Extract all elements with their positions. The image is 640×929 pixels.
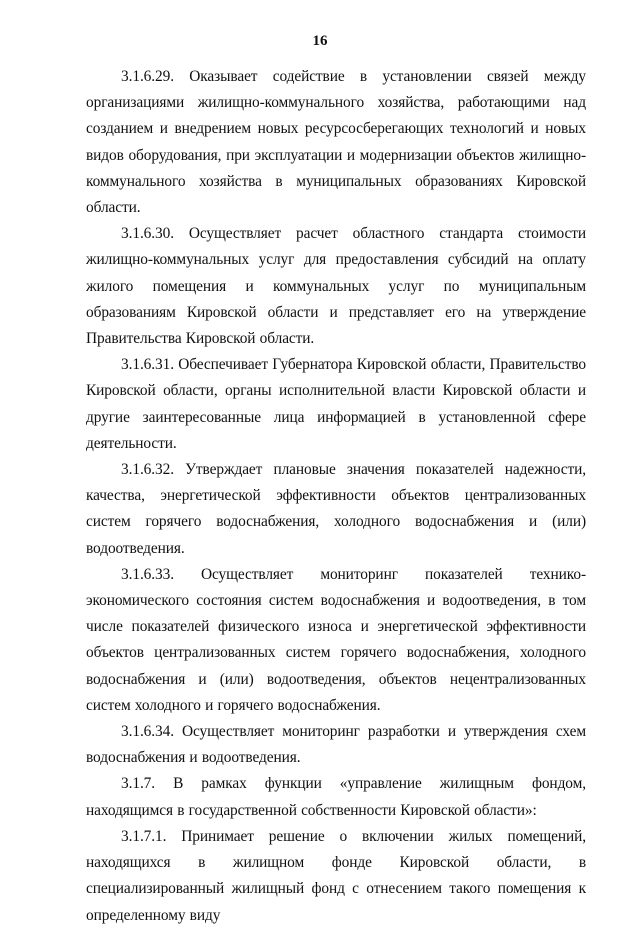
paragraph-3-1-6-30: 3.1.6.30. Осуществляет расчет областного стандарта стоимости жилищно-коммунальных услуг для предоставления субсидий на оплату жилого помещения и коммунальных услуг по муниципальным образованиям Кировской области и представляет его на утверждение Правительства Кировской области. xyxy=(86,225,586,348)
document-body xyxy=(86,64,586,929)
paragraph-3-1-6-34: 3.1.6.34. Осуществляет мониторинг разработки и утверждения схем водоснабжения и водоотведения. xyxy=(86,723,586,767)
paragraph-3-1-6-31: 3.1.6.31. Обеспечивает Губернатора Кировской области, Правительство Кировской области, органы исполнительной власти Кировской области и другие заинтересованные лица информацией в установленной сфере деятельности. xyxy=(86,356,586,452)
paragraph-3-1-7-1: 3.1.7.1. Принимает решение о включении жилых помещений, находящихся в жилищном фонде Кировской области, в специализированный жилищный фонд с отнесением такого помещения к определенному виду xyxy=(86,827,586,924)
page-number: 16 xyxy=(312,33,328,49)
paragraph-3-1-7: 3.1.7. В рамках функции «управление жилищным фондом, находящимся в государственной собственности Кировской области»: xyxy=(86,775,586,819)
paragraph-3-1-6-32: 3.1.6.32. Утверждает плановые значения показателей надежности, качества, энергетической эффективности объектов централизованных систем горячего водоснабжения, холодного водоснабжения и (или) водоотведения. xyxy=(86,461,586,557)
paragraph-3-1-6-29: 3.1.6.29. Оказывает содействие в установлении связей между организациями жилищно-коммунального хозяйства, работающими над созданием и внедрением новых ресурсосберегающих технологий и новых видов оборудования, при эксплуатации и модернизации объектов жилищно-коммунального хозяйства в муниципальных образованиях Кировской области. xyxy=(86,68,586,217)
paragraph-3-1-6-33: 3.1.6.33. Осуществляет мониторинг показателей технико-экономического состояния систем водоснабжения и водоотведения, в том числе показателей физического износа и энергетической эффективности объектов централизованных систем горячего водоснабжения, холодного водоснабжения и (или) водоотведения, объектов нецентрализованных систем холодного и горячего водоснабжения. xyxy=(86,565,586,714)
